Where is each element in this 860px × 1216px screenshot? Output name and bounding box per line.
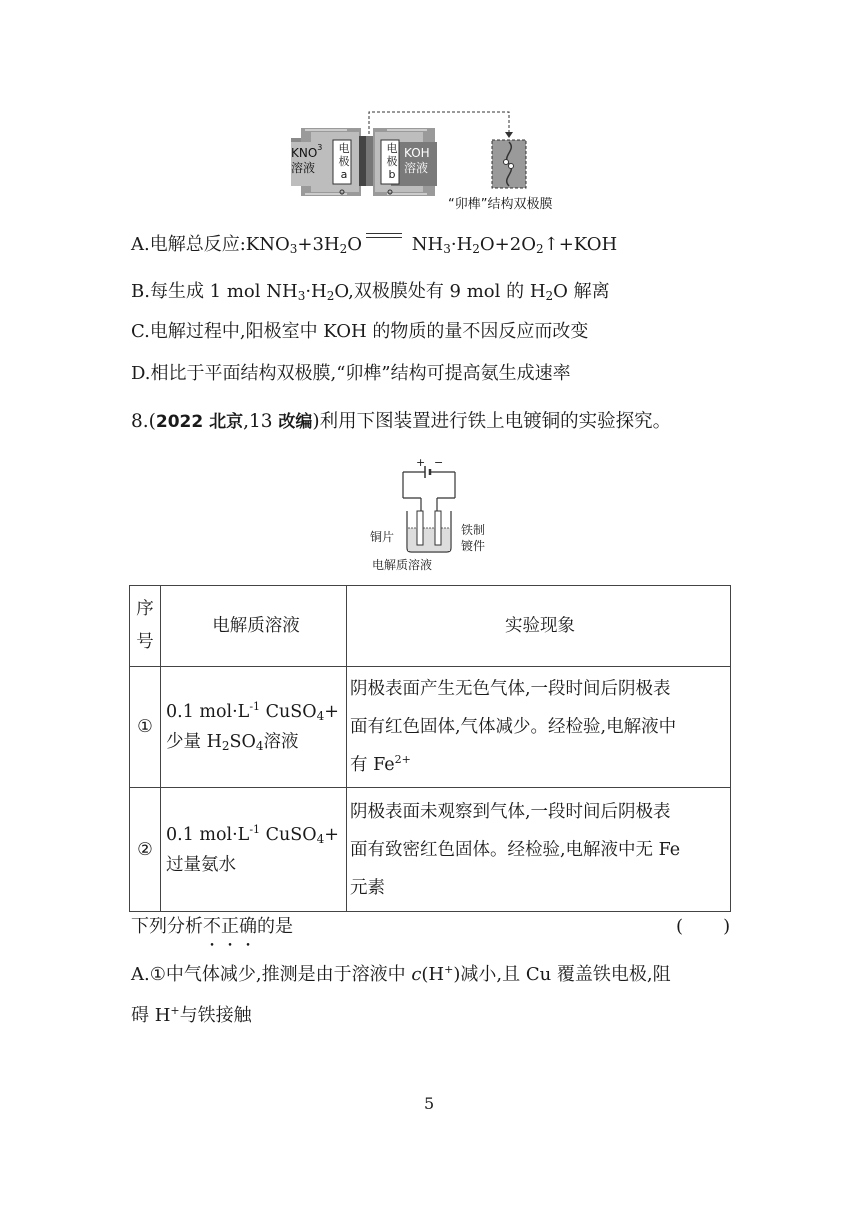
row-id: ①: [130, 667, 161, 788]
row-phenomenon: 阴极表面产生无色气体,一段时间后阴极表 面有红色固体,气体减少。经检验,电解液中 有 $Fe^{2+}$: [347, 667, 731, 788]
option-a-q7: A.电解总反应$:KNO_3+3H_2O$ $NH_3\cdot H_2O+2O_2↑+KOH$: [131, 234, 618, 256]
reaction-equals-sign: [366, 240, 402, 250]
electrode-a-label: 电 极 a: [338, 142, 350, 181]
question-prompt: 下列分析不正确的是: [131, 916, 293, 937]
experiment-table: [129, 585, 731, 912]
iron-part-label: 铁制 镀件: [461, 523, 486, 553]
option-a-q8: A.①中气体减少,推测是由于溶液中 c(H+)减小,且 Cu 覆盖铁电极,阻: [131, 963, 671, 985]
question-8-stem: 8.(2022 北京,13 改编)利用下图装置进行铁上电镀铜的实验探究。: [131, 411, 672, 432]
option-a-q8-cont: 碍 H+与铁接触: [131, 1004, 252, 1026]
right-solution-label: KOH 溶液: [404, 146, 430, 175]
page-number: 5: [424, 1094, 435, 1113]
positive-terminal-label: +: [416, 456, 426, 469]
header-seq: 序 号: [130, 586, 161, 667]
row-id: ②: [130, 788, 161, 912]
table-row: [130, 667, 731, 788]
row-phenomenon: 阴极表面未观察到气体,一段时间后阴极表 面有致密红色固体。经检验,电解液中无 Fe 元素: [347, 788, 731, 912]
negative-terminal-label: −: [434, 456, 444, 469]
option-b-q7: B.每生成 1 mol $NH_3\cdot H_2O$,双极膜处有 9 mol 的 $H_2O$ 解离: [131, 281, 610, 303]
copper-plate-label: 铜片: [370, 530, 395, 544]
answer-parentheses: ( ): [676, 916, 731, 937]
row-solution: 0.1 $mol\cdot L^{-1}$ CuSO$_4$+ 过量氨水: [161, 788, 347, 912]
left-solution-label: KNO$^3$ 溶液: [291, 143, 323, 175]
header-phenomenon: 实验现象: [347, 586, 731, 667]
header-solution: 电解质溶液: [161, 586, 347, 667]
electrolyte-label: 电解质溶液: [372, 558, 433, 572]
row-solution: 0.1 $mol\cdot L^{-1}$ CuSO$_4$+ 少量 $H_2SO_4$溶液: [161, 667, 347, 788]
table-row: [130, 788, 731, 912]
membrane-caption: “卯榫”结构双极膜: [448, 197, 553, 212]
table-header-row: [130, 586, 731, 667]
option-c-q7: C.电解过程中,阳极室中 KOH 的物质的量不因反应而改变: [131, 321, 589, 342]
electrode-b-label: 电 极 b: [386, 142, 398, 181]
option-d-q7: D.相比于平面结构双极膜,“卯榫”结构可提高氨生成速率: [131, 363, 571, 384]
